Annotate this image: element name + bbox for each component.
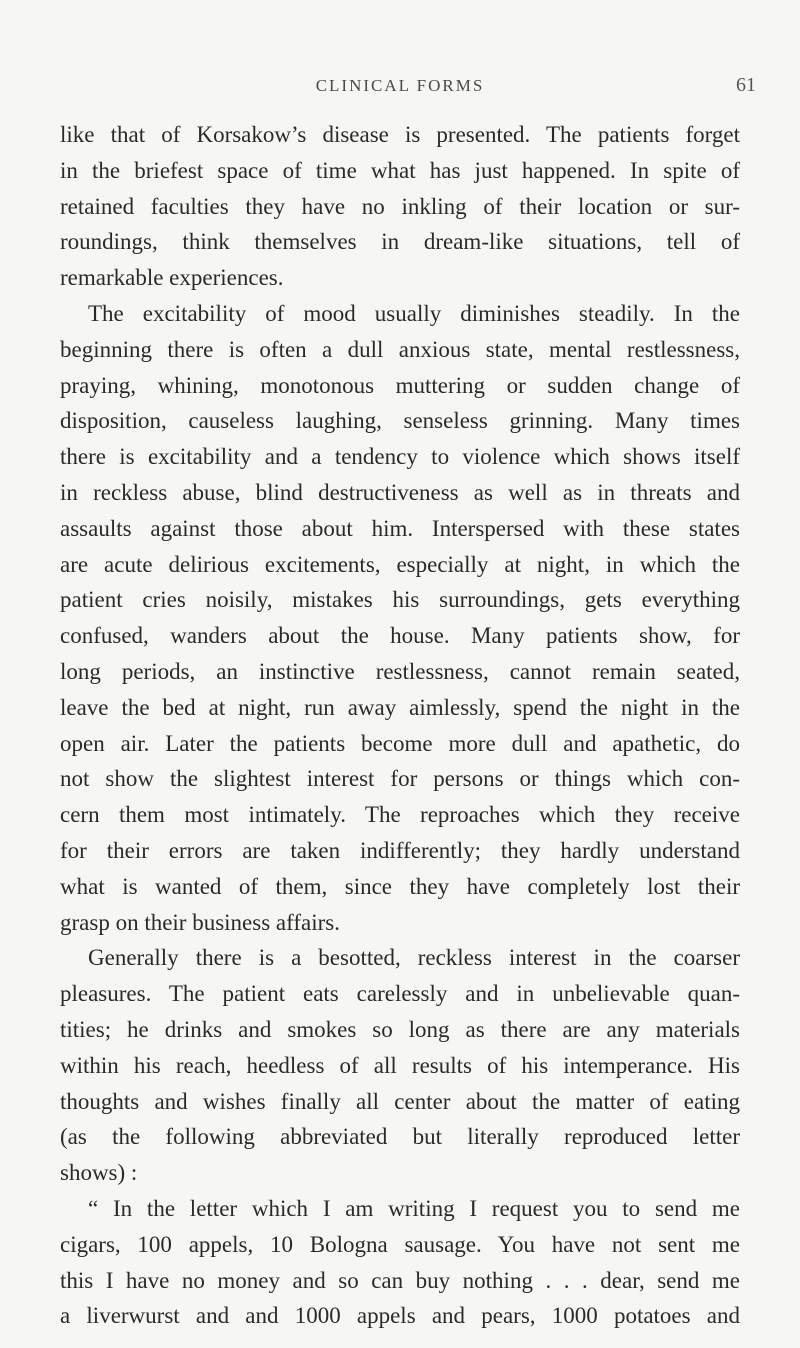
page-number: 61 xyxy=(736,74,756,96)
page-header xyxy=(60,74,756,106)
running-title: CLINICAL FORMS xyxy=(315,76,485,95)
text-line: pleasures. The patient eats carelessly and in unbelievable quan- xyxy=(60,981,740,1007)
text-line: tities; he drinks and smokes so long as there are any materials xyxy=(60,1016,740,1042)
text-line: assaults against those about him. Interspersed with these states xyxy=(60,515,740,541)
text-line: shows) : xyxy=(60,1160,138,1186)
text-line: cern them most intimately. The reproaches which they receive xyxy=(60,802,740,828)
text-line: beginning there is often a dull anxious state, mental restlessness, xyxy=(60,336,740,362)
text-line: disposition, causeless laughing, senseless grinning. Many times xyxy=(60,408,740,434)
text-line: in the briefest space of time what has just happened. In spite of xyxy=(60,157,740,183)
text-line: remarkable experiences. xyxy=(60,265,284,291)
text-line: this I have no money and so can buy nothing . . . dear, send me xyxy=(60,1267,740,1293)
text-line: Generally there is a besotted, reckless interest in the coarser xyxy=(88,945,740,971)
text-line: “ In the letter which I am writing I request you to send me xyxy=(88,1195,740,1221)
text-line: patient cries noisily, mistakes his surroundings, gets everything xyxy=(60,587,740,613)
text-line: there is excitability and a tendency to violence which shows itself xyxy=(60,444,740,470)
text-line: roundings, think themselves in dream-like situations, tell of xyxy=(60,229,740,255)
text-line: leave the bed at night, run away aimlessly, spend the night in the xyxy=(60,694,740,720)
text-line: thoughts and wishes finally all center about the matter of eating xyxy=(60,1088,740,1114)
text-line: are acute delirious excitements, especially at night, in which the xyxy=(60,551,740,577)
text-line: in reckless abuse, blind destructiveness as well as in threats and xyxy=(60,479,740,505)
text-line: not show the slightest interest for persons or things which con- xyxy=(60,766,740,792)
text-line: confused, wanders about the house. Many patients show, for xyxy=(60,623,740,649)
text-line: like that of Korsakow’s disease is presented. The patients forget xyxy=(60,122,740,147)
text-line: long periods, an instinctive restlessness, cannot remain seated, xyxy=(60,658,740,684)
text-line: open air. Later the patients become more dull and apathetic, do xyxy=(60,730,740,756)
text-line: what is wanted of them, since they have completely lost their xyxy=(60,873,740,899)
text-line: (as the following abbreviated but literally reproduced letter xyxy=(60,1124,740,1150)
text-line: for their errors are taken indifferently; they hardly understand xyxy=(60,837,740,863)
text-line: praying, whining, monotonous muttering or sudden change of xyxy=(60,372,740,398)
body-text xyxy=(60,117,740,1334)
text-line: The excitability of mood usually diminishes steadily. In the xyxy=(88,300,740,326)
text-line: cigars, 100 appels, 10 Bologna sausage. You have not sent me xyxy=(60,1231,740,1257)
text-line: a liverwurst and and 1000 appels and pears, 1000 potatoes and xyxy=(60,1303,740,1329)
text-line: within his reach, heedless of all results of his intemperance. His xyxy=(60,1052,740,1078)
text-line: grasp on their business affairs. xyxy=(60,909,340,935)
text-line: retained faculties they have no inkling of their location or sur- xyxy=(60,193,740,219)
